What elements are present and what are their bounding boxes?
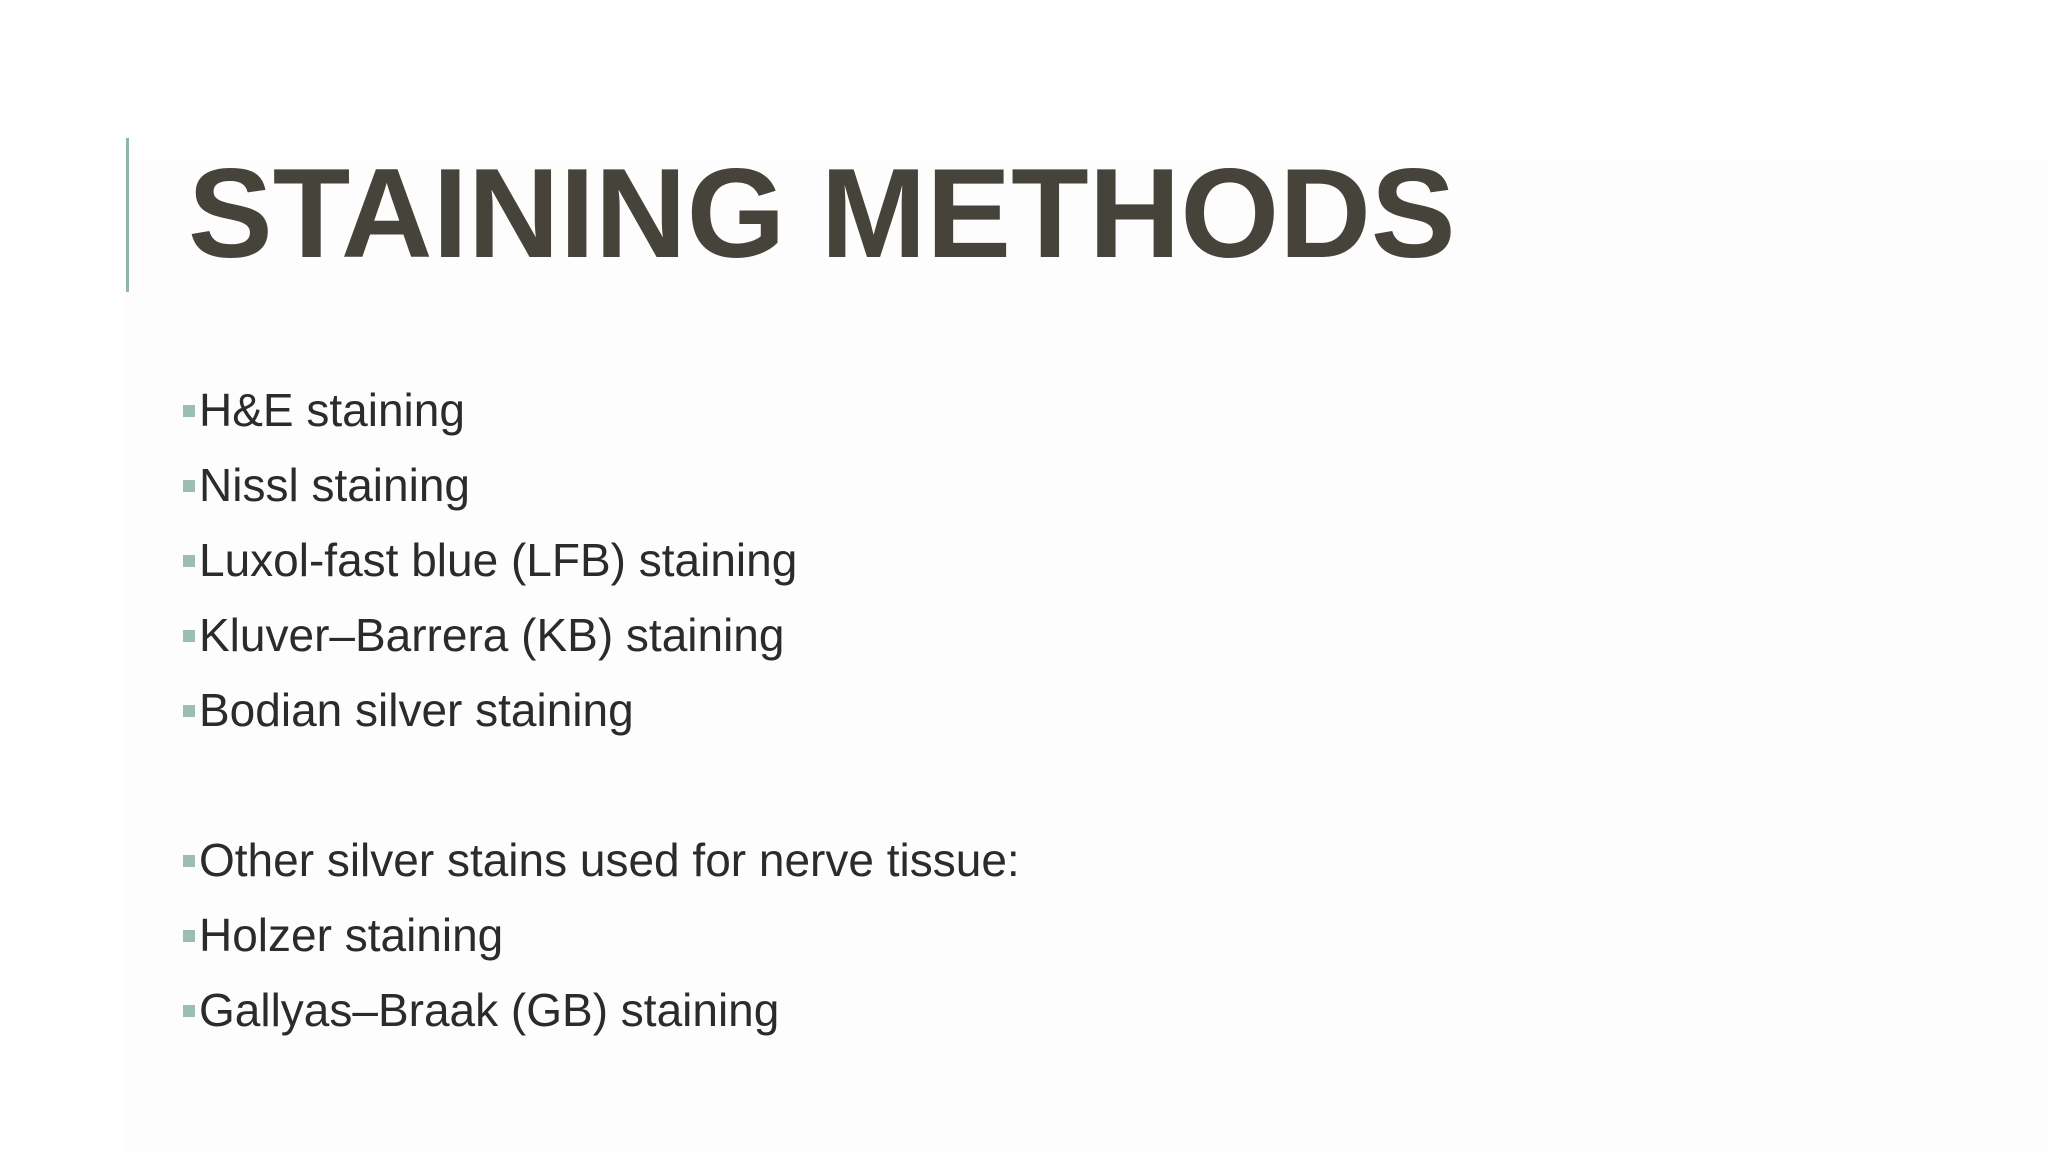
list-item [183,973,1020,1048]
list-item [183,898,1020,973]
square-bullet-icon [183,930,195,942]
list-item-text: H&E staining [199,384,465,436]
bullet-list [183,373,1020,1048]
list-spacer [183,748,1020,823]
list-item-text: Gallyas–Braak (GB) staining [199,984,780,1036]
square-bullet-icon [183,855,195,867]
square-bullet-icon [183,555,195,567]
list-item [183,673,1020,748]
square-bullet-icon [183,480,195,492]
list-item-text: Kluver–Barrera (KB) staining [199,609,785,661]
square-bullet-icon [183,1005,195,1017]
list-item [183,523,1020,598]
list-item [183,448,1020,523]
square-bullet-icon [183,405,195,417]
list-item-text: Holzer staining [199,909,504,961]
square-bullet-icon [183,705,195,717]
list-item-text: Luxol-fast blue (LFB) staining [199,534,798,586]
list-item-text: Nissl staining [199,459,470,511]
title-accent-bar [126,138,129,292]
list-item [183,598,1020,673]
square-bullet-icon [183,630,195,642]
list-item-text: Other silver stains used for nerve tissue: [199,834,1020,886]
slide-title: STAINING METHODS [188,142,1456,284]
list-item [183,373,1020,448]
list-item-text: Bodian silver staining [199,684,634,736]
list-item [183,823,1020,898]
